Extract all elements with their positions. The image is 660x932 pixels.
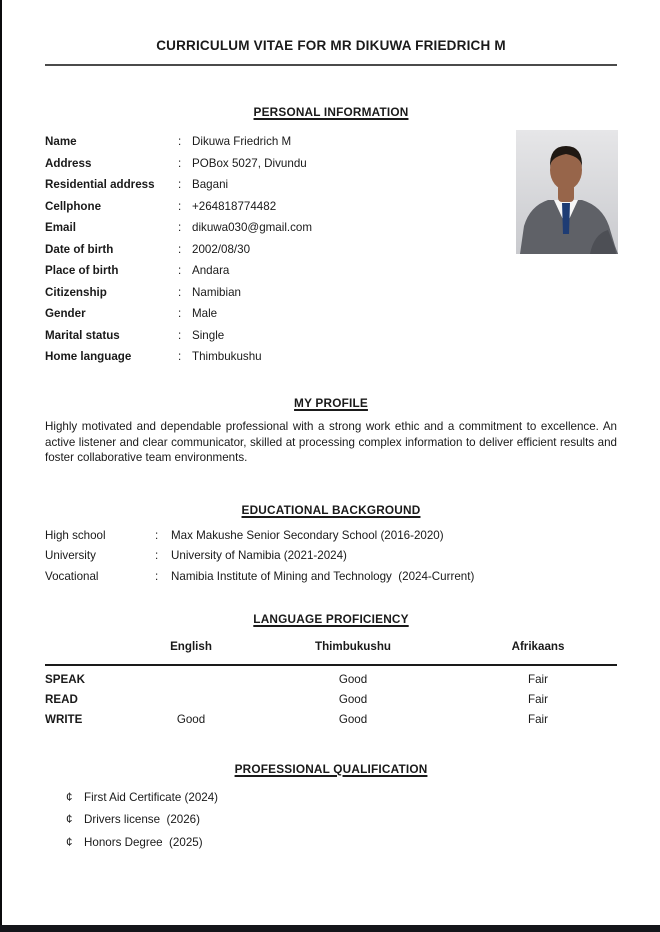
field-label: Residential address: [45, 178, 155, 191]
education-row-high-school: [45, 530, 617, 542]
personal-row-marital-status: [45, 330, 617, 342]
field-separator: :: [178, 242, 182, 256]
field-separator: :: [178, 156, 182, 170]
portrait-photo: [516, 130, 618, 254]
qualification-text: Honors Degree (2025): [84, 835, 203, 849]
my-profile-heading: MY PROFILE: [294, 396, 368, 410]
cell-write-thimbukushu: Good: [338, 712, 368, 726]
qualification-item-honors-degree: [66, 837, 617, 850]
language-table-header-row: [45, 641, 617, 666]
field-value: Male: [192, 307, 218, 320]
field-value: Dikuwa Friedrich M: [192, 135, 292, 148]
field-separator: :: [178, 328, 182, 342]
field-separator: :: [155, 549, 159, 563]
cell-speak-afrikaans: Fair: [528, 672, 548, 686]
field-label: University: [45, 549, 96, 563]
field-value: Single: [192, 328, 225, 342]
field-label: Name: [45, 135, 77, 148]
field-label: Gender: [45, 307, 86, 320]
portrait-photo-graphic: [516, 130, 618, 254]
field-value: Namibia Institute of Mining and Technology (2024-Current): [171, 569, 475, 583]
language-proficiency-table: [45, 641, 617, 726]
cell-speak-thimbukushu: Good: [338, 672, 368, 686]
cell-read-thimbukushu: Good: [338, 692, 368, 706]
education-row-vocational: [45, 571, 617, 583]
field-value: 2002/08/30: [192, 242, 251, 256]
qualification-item-first-aid: [66, 792, 617, 805]
section-professional-qualification: [45, 762, 617, 850]
educational-background-heading: EDUCATIONAL BACKGROUND: [241, 502, 421, 517]
section-language-proficiency: [45, 612, 617, 726]
field-label: Vocational: [45, 569, 99, 583]
field-label: Address: [45, 156, 92, 170]
field-separator: :: [155, 569, 159, 583]
tie-shape: [562, 203, 570, 234]
personal-row-citizenship: [45, 287, 617, 299]
field-separator: :: [178, 307, 182, 320]
field-value: +264818774482: [192, 199, 277, 213]
personal-row-home-language: [45, 351, 617, 363]
field-value: POBox 5027, Divundu: [192, 156, 307, 170]
document-title: CURRICULUM VITAE FOR MR DIKUWA FRIEDRICH M: [156, 38, 506, 53]
field-value: Bagani: [192, 178, 229, 191]
field-label: Date of birth: [45, 242, 114, 256]
personal-information-heading: PERSONAL INFORMATION: [253, 105, 409, 119]
field-label: Home language: [45, 350, 132, 363]
page-bottom-border: [0, 925, 660, 932]
row-header: WRITE: [45, 712, 83, 726]
field-separator: :: [178, 221, 182, 234]
cell-write-english: Good: [176, 712, 206, 726]
column-header-english: English: [170, 639, 212, 653]
field-separator: :: [178, 199, 182, 213]
qualification-item-drivers-license: [66, 814, 617, 827]
field-separator: :: [178, 178, 182, 191]
professional-qualification-heading: PROFESSIONAL QUALIFICATION: [234, 761, 428, 776]
section-educational-background: [45, 503, 617, 583]
field-separator: :: [178, 264, 182, 277]
section-my-profile: [45, 396, 617, 466]
field-label: Place of birth: [45, 264, 119, 277]
field-value: University of Namibia (2021-2024): [171, 549, 347, 563]
field-separator: :: [178, 135, 182, 148]
cent-bullet-icon: ¢: [66, 813, 73, 827]
field-value: Namibian: [192, 285, 241, 299]
language-row-read: [45, 686, 617, 706]
page-left-border: [0, 0, 2, 932]
field-separator: :: [178, 350, 182, 363]
personal-row-gender: [45, 308, 617, 320]
cent-bullet-icon: ¢: [66, 790, 73, 804]
field-value: dikuwa030@gmail.com: [192, 221, 313, 234]
field-label: Marital status: [45, 328, 120, 342]
language-proficiency-heading: LANGUAGE PROFICIENCY: [253, 611, 409, 626]
qualification-text: Drivers license (2026): [84, 813, 200, 827]
profile-paragraph: Highly motivated and dependable professional with a strong work ethic and a commitment to excellence. An active listener and clear communicator, skilled at processing complex information to deliver efficient results and foster collaborative team environments.: [45, 420, 617, 465]
title-divider: [45, 64, 617, 66]
education-row-university: [45, 550, 617, 562]
field-value: Thimbukushu: [192, 350, 262, 363]
field-label: Cellphone: [45, 199, 102, 213]
language-row-speak: [45, 666, 617, 686]
column-header-thimbukushu: Thimbukushu: [315, 639, 391, 653]
qualification-text: First Aid Certificate (2024): [84, 790, 219, 804]
qualification-list: [45, 792, 617, 850]
language-row-write: [45, 706, 617, 726]
field-label: Citizenship: [45, 285, 107, 299]
field-label: Email: [45, 221, 76, 234]
field-separator: :: [155, 528, 159, 542]
cell-read-afrikaans: Fair: [528, 692, 548, 706]
personal-row-place-of-birth: [45, 265, 617, 277]
column-header-afrikaans: Afrikaans: [511, 639, 565, 653]
field-value: Andara: [192, 264, 230, 277]
cell-write-afrikaans: Fair: [528, 712, 548, 726]
field-value: Max Makushe Senior Secondary School (2016-2020): [171, 528, 444, 542]
row-header: SPEAK: [45, 672, 85, 686]
field-separator: :: [178, 285, 182, 299]
field-label: High school: [45, 528, 106, 542]
row-header: READ: [45, 692, 78, 706]
cent-bullet-icon: ¢: [66, 835, 73, 849]
